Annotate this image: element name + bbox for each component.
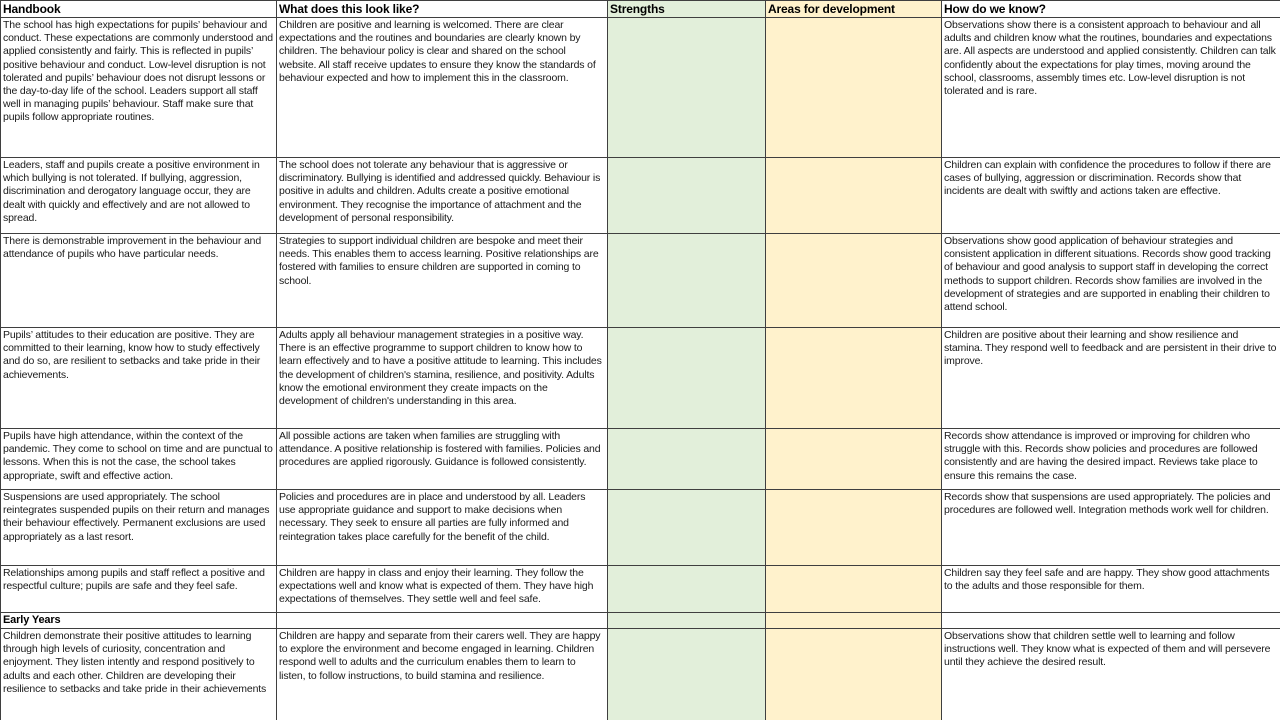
cell-know: Observations show that children settle well to learning and follow instructions well. They know what is expected of them and will persevere until they achieve the desired result. bbox=[942, 629, 1280, 720]
cell-areas[interactable] bbox=[766, 429, 942, 490]
cell-strengths[interactable] bbox=[608, 566, 766, 613]
cell-know: Children are positive about their learning and show resilience and stamina. They respond well to feedback and are persistent in their drive to improve. bbox=[942, 328, 1280, 429]
cell-handbook: Suspensions are used appropriately. The school reintegrates suspended pupils on their return and manages their behaviour effectively. Permanent exclusions are used appropriately as a last resort. bbox=[1, 490, 277, 566]
cell-handbook: Pupils have high attendance, within the context of the pandemic. They come to school on time and are punctual to lessons. When this is not the case, the school takes appropriate, swift and effective action. bbox=[1, 429, 277, 490]
cell-strengths[interactable] bbox=[608, 328, 766, 429]
table-row bbox=[1, 234, 1280, 328]
cell-looks-like: Children are happy in class and enjoy their learning. They follow the expectations well and know what is expected of them. They have high expectations of themselves. They settle well and feel safe. bbox=[277, 566, 608, 613]
cell-areas[interactable] bbox=[766, 566, 942, 613]
cell-looks-like: Children are happy and separate from their carers well. They are happy to explore the environment and become engaged in learning. Children respond well to adults and the curriculum enables them to learn to listen, to follow instructions, to build stamina and resilience. bbox=[277, 629, 608, 720]
cell-areas[interactable] bbox=[766, 158, 942, 234]
cell-handbook: There is demonstrable improvement in the behaviour and attendance of pupils who have particular needs. bbox=[1, 234, 277, 328]
cell-handbook: Children demonstrate their positive attitudes to learning through high levels of curiosity, concentration and enjoyment. They listen intently and respond positively to adults and each other. Children are developing their resilience to setbacks and take pride in their achievements bbox=[1, 629, 277, 720]
col-header-strengths: Strengths bbox=[608, 1, 766, 18]
cell-areas[interactable] bbox=[766, 328, 942, 429]
section-label: Early Years bbox=[1, 613, 277, 629]
cell-know: Observations show there is a consistent approach to behaviour and all adults and children know what the routines, boundaries and expectations are. All aspects are understood and applied consistently. Children can talk confidently about the expectations for play times, moving around the school, classrooms, assembly times etc. Low-level disruption is not tolerated and is rare. bbox=[942, 18, 1280, 158]
cell-strengths[interactable] bbox=[608, 158, 766, 234]
cell-strengths[interactable] bbox=[608, 234, 766, 328]
table-row bbox=[1, 158, 1280, 234]
cell-strengths[interactable] bbox=[608, 629, 766, 720]
section-cell-empty bbox=[942, 613, 1280, 629]
cell-areas[interactable] bbox=[766, 490, 942, 566]
cell-areas[interactable] bbox=[766, 234, 942, 328]
table-row bbox=[1, 18, 1280, 158]
cell-handbook: Pupils’ attitudes to their education are positive. They are committed to their learning, know how to study effectively and do so, are resilient to setbacks and take pride in their achievements. bbox=[1, 328, 277, 429]
cell-know: Observations show good application of behaviour strategies and consistent application in different situations. Records show good tracking of behaviour and good analysis to support staff in developing the correct methods to support children. Records show families are involved in the development of strategies and are supported in enabling their children to attend school. bbox=[942, 234, 1280, 328]
cell-know: Records show attendance is improved or improving for children who struggle with this. Records show policies and procedures are followed consistently and are having the desired impact. Reviews take place to ensure this remains the case. bbox=[942, 429, 1280, 490]
cell-know: Children can explain with confidence the procedures to follow if there are cases of bullying, aggression or discrimination. Records show that incidents are dealt with swiftly and actions taken are effective. bbox=[942, 158, 1280, 234]
table-row bbox=[1, 429, 1280, 490]
cell-looks-like: The school does not tolerate any behaviour that is aggressive or discriminatory. Bullying is identified and addressed quickly. Behaviour is positive in adults and children. Adults create a positive emotional environment. They recognise the importance of attachment and the development of personal responsibility. bbox=[277, 158, 608, 234]
col-header-areas: Areas for development bbox=[766, 1, 942, 18]
cell-strengths[interactable] bbox=[608, 429, 766, 490]
cell-handbook: The school has high expectations for pupils’ behaviour and conduct. These expectations are commonly understood and applied consistently and fairly. This is reflected in pupils’ positive behaviour and conduct. Low-level disruption is not tolerated and pupils’ behaviour does not disrupt lessons or the day-to-day life of the school. Leaders support all staff well in managing pupils’ behaviour. Staff make sure that pupils follow appropriate routines. bbox=[1, 18, 277, 158]
cell-know: Records show that suspensions are used appropriately. The policies and procedures are followed well. Integration methods work well for children. bbox=[942, 490, 1280, 566]
section-cell-strengths bbox=[608, 613, 766, 629]
cell-handbook: Relationships among pupils and staff reflect a positive and respectful culture; pupils are safe and they feel safe. bbox=[1, 566, 277, 613]
table-row bbox=[1, 629, 1280, 720]
cell-looks-like: Policies and procedures are in place and understood by all. Leaders use appropriate guidance and support to make decisions when necessary. They seek to ensure all parties are fully informed and reintegration takes place carefully for the benefit of the child. bbox=[277, 490, 608, 566]
cell-areas[interactable] bbox=[766, 629, 942, 720]
table-row bbox=[1, 566, 1280, 613]
cell-areas[interactable] bbox=[766, 18, 942, 158]
cell-looks-like: Adults apply all behaviour management strategies in a positive way. There is an effective programme to support children to know how to learn effectively and to have a positive attitude to learning. This includes the development of children's stamina, resilience, and positivity. Adults know the emotional environment they create impacts on the development of children's understanding in this area. bbox=[277, 328, 608, 429]
col-header-handbook: Handbook bbox=[1, 1, 277, 18]
section-cell-areas bbox=[766, 613, 942, 629]
cell-looks-like: Children are positive and learning is welcomed. There are clear expectations and the routines and boundaries are clearly known by children. The behaviour policy is clear and shared on the school website. All staff receive updates to ensure they know the standards of behaviour expected and how to implement this in the classroom. bbox=[277, 18, 608, 158]
cell-strengths[interactable] bbox=[608, 18, 766, 158]
section-cell-empty bbox=[277, 613, 608, 629]
section-row-early-years bbox=[1, 613, 1280, 629]
table-row bbox=[1, 490, 1280, 566]
cell-know: Children say they feel safe and are happy. They show good attachments to the adults and those responsible for them. bbox=[942, 566, 1280, 613]
header-row bbox=[1, 1, 1280, 18]
cell-looks-like: Strategies to support individual children are bespoke and meet their needs. This enables them to access learning. Positive relationships are fostered with families to ensure children are supported in coming to school. bbox=[277, 234, 608, 328]
table-row bbox=[1, 328, 1280, 429]
col-header-looks-like: What does this look like? bbox=[277, 1, 608, 18]
cell-looks-like: All possible actions are taken when families are struggling with attendance. A positive relationship is fostered with families. Policies and procedures are applied rigorously. Guidance is followed consistently. bbox=[277, 429, 608, 490]
col-header-know: How do we know? bbox=[942, 1, 1280, 18]
cell-strengths[interactable] bbox=[608, 490, 766, 566]
cell-handbook: Leaders, staff and pupils create a positive environment in which bullying is not tolerated. If bullying, aggression, discrimination and derogatory language occur, they are dealt with quickly and effectively and are not allowed to spread. bbox=[1, 158, 277, 234]
